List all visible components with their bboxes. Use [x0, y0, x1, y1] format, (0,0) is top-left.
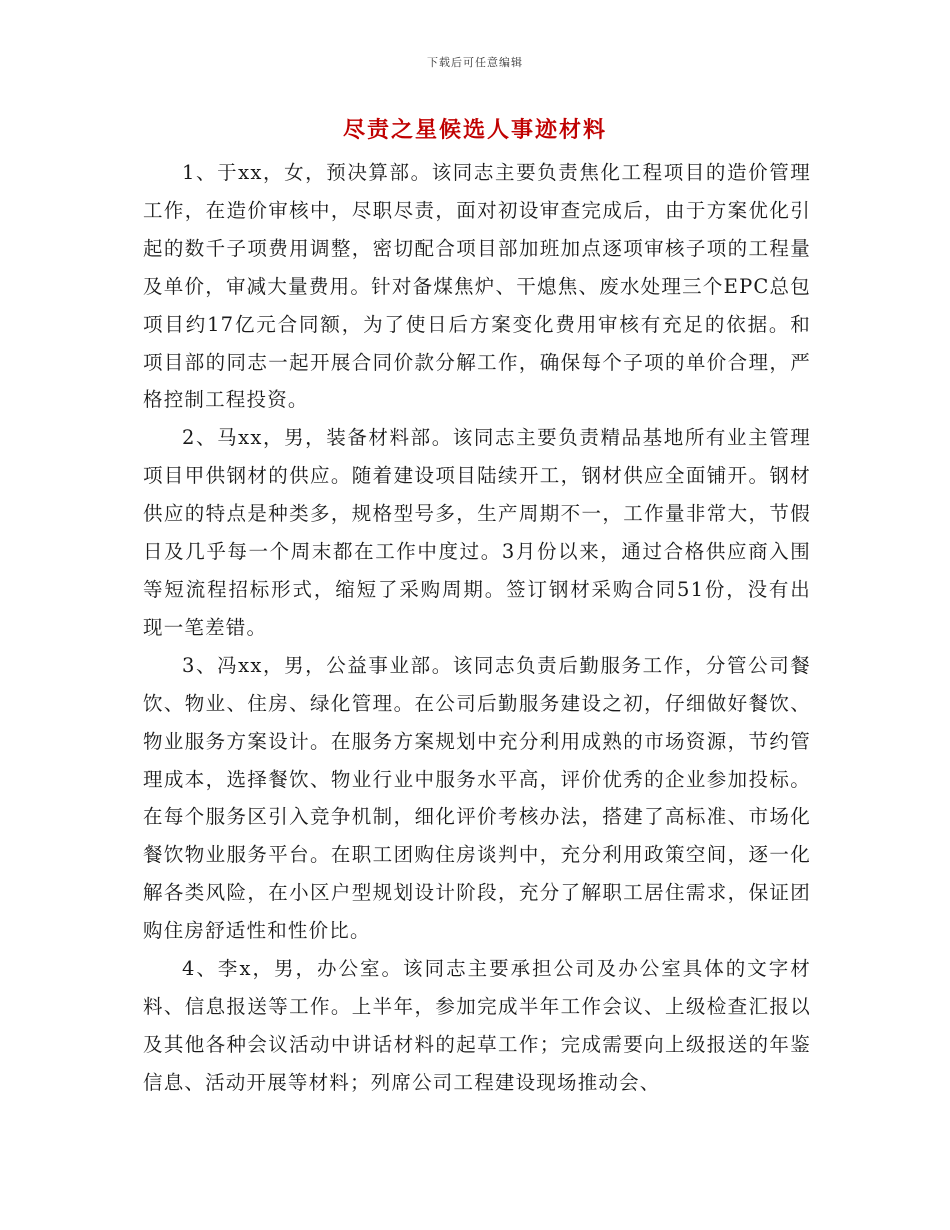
- paragraph-4: 4、李x，男，办公室。该同志主要承担公司及办公室具体的文字材料、信息报送等工作。上半年，参加完成半年工作会议、上级检查汇报以及其他各种会议活动中讲话材料的起草工作；完成需要向上级报送的年鉴信息、活动开展等材料；列席公司工程建设现场推动会、: [143, 957, 811, 1094]
- document-title: 尽责之星候选人事迹材料: [342, 117, 607, 143]
- header-note: 下载后可任意编辑: [427, 56, 523, 69]
- paragraph-3: 3、冯xx，男，公益事业部。该同志负责后勤服务工作，分管公司餐饮、物业、住房、绿化管理。在公司后勤服务建设之初，仔细做好餐饮、物业服务方案设计。在服务方案规划中充分利用成熟的市场资源，节约管理成本，选择餐饮、物业行业中服务水平高，评价优秀的企业参加投标。在每个服务区引入竞争机制，细化评价考核办法，搭建了高标准、市场化餐饮物业服务平台。在职工团购住房谈判中，充分利用政策空间，逐一化解各类风险，在小区户型规划设计阶段，充分了解职工居住需求，保证团购住房舒适性和性价比。: [143, 653, 811, 943]
- paragraph-1: 1、于xx，女，预决算部。该同志主要负责焦化工程项目的造价管理工作，在造价审核中，尽职尽责，面对初设审查完成后，由于方案优化引起的数千子项费用调整，密切配合项目部加班加点逐项审核子项的工程量及单价，审减大量费用。针对备煤焦炉、干熄焦、废水处理三个EPC总包项目约17亿元合同额，为了使日后方案变化费用审核有充足的依据。和项目部的同志一起开展合同价款分解工作，确保每个子项的单价合理，严格控制工程投资。: [143, 161, 811, 412]
- document-body: [143, 154, 811, 1102]
- paragraph-2: 2、马xx，男，装备材料部。该同志主要负责精品基地所有业主管理项目甲供钢材的供应。随着建设项目陆续开工，钢材供应全面铺开。钢材供应的特点是种类多，规格型号多，生产周期不一，工作量非常大，节假日及几乎每一个周末都在工作中度过。3月份以来，通过合格供应商入围等短流程招标形式，缩短了采购周期。签订钢材采购合同51份，没有出现一笔差错。: [143, 426, 811, 639]
